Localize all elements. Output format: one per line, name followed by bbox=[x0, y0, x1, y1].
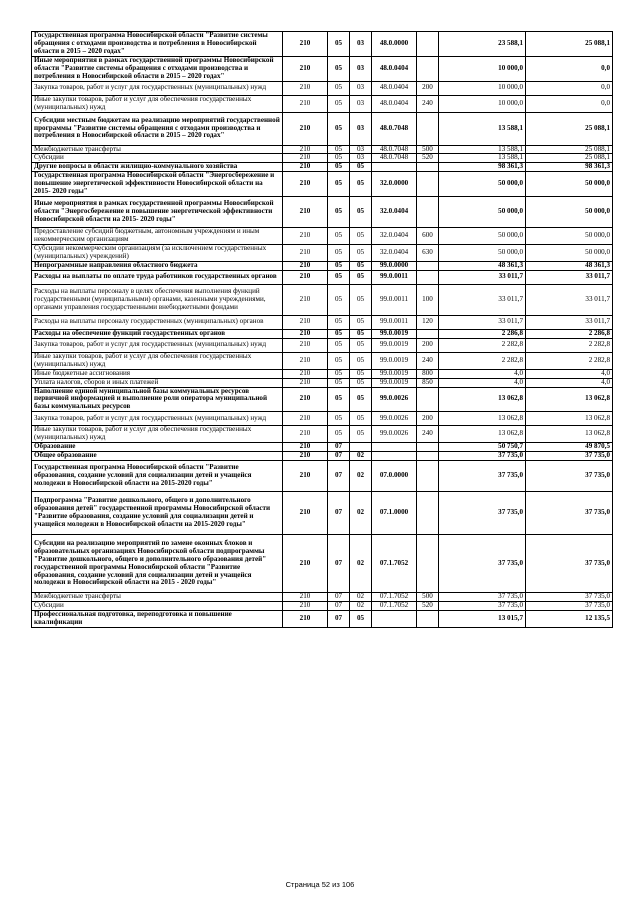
row-grbs: 210 bbox=[283, 163, 328, 172]
row-target-article: 99.0.0026 bbox=[372, 387, 417, 412]
row-target-article: 48.0.0404 bbox=[372, 81, 417, 95]
row-amount-year2: 48 361,3 bbox=[526, 261, 613, 270]
row-name: Иные мероприятия в рамках государственной программы Новосибирской области "Развитие системы обращения с отходами производства и потребления в Новосибирской области в 2015 – 2020 годах" bbox=[32, 56, 283, 81]
row-section: 05 bbox=[328, 56, 350, 81]
row-grbs: 210 bbox=[283, 95, 328, 112]
row-amount-year2: 37 735,0 bbox=[526, 535, 613, 593]
row-subsection: 05 bbox=[350, 172, 372, 197]
row-target-article: 48.0.0404 bbox=[372, 95, 417, 112]
row-subsection: 05 bbox=[350, 329, 372, 338]
row-subsection: 05 bbox=[350, 610, 372, 627]
table-row bbox=[32, 492, 613, 535]
row-grbs: 210 bbox=[283, 261, 328, 270]
row-name: Другие вопросы в области жилищно-коммунального хозяйства bbox=[32, 163, 283, 172]
row-amount-year1: 50 000,0 bbox=[439, 245, 526, 262]
row-target-article: 07.1.0000 bbox=[372, 492, 417, 535]
row-name: Межбюджетные трансферты bbox=[32, 145, 283, 154]
row-grbs: 210 bbox=[283, 492, 328, 535]
row-section: 05 bbox=[328, 426, 350, 443]
row-grbs: 210 bbox=[283, 56, 328, 81]
row-amount-year2: 2 286,8 bbox=[526, 329, 613, 338]
row-expense-type: 240 bbox=[417, 426, 439, 443]
row-amount-year2: 2 282,8 bbox=[526, 338, 613, 352]
row-name: Профессиональная подготовка, переподготовка и повышение квалификации bbox=[32, 610, 283, 627]
row-section: 05 bbox=[328, 315, 350, 329]
row-subsection: 05 bbox=[350, 270, 372, 284]
row-section: 05 bbox=[328, 284, 350, 315]
row-expense-type bbox=[417, 112, 439, 145]
row-expense-type: 120 bbox=[417, 315, 439, 329]
row-subsection: 05 bbox=[350, 228, 372, 245]
row-amount-year1: 37 735,0 bbox=[439, 535, 526, 593]
row-amount-year1: 50 000,0 bbox=[439, 197, 526, 228]
row-expense-type bbox=[417, 461, 439, 492]
row-subsection: 02 bbox=[350, 535, 372, 593]
row-subsection: 03 bbox=[350, 112, 372, 145]
row-amount-year2: 50 000,0 bbox=[526, 245, 613, 262]
row-section: 07 bbox=[328, 492, 350, 535]
row-subsection: 05 bbox=[350, 197, 372, 228]
row-expense-type: 800 bbox=[417, 369, 439, 378]
row-amount-year1: 10 000,0 bbox=[439, 56, 526, 81]
row-target-article bbox=[372, 443, 417, 452]
row-subsection: 02 bbox=[350, 492, 372, 535]
row-name: Иные закупки товаров, работ и услуг для обеспечения государственных (муниципальных) нужд bbox=[32, 352, 283, 369]
row-amount-year1: 50 750,7 bbox=[439, 443, 526, 452]
row-expense-type bbox=[417, 535, 439, 593]
row-target-article bbox=[372, 452, 417, 461]
row-expense-type bbox=[417, 197, 439, 228]
row-name: Расходы на выплаты по оплате труда работников государственных органов bbox=[32, 270, 283, 284]
table-row bbox=[32, 112, 613, 145]
row-expense-type: 200 bbox=[417, 338, 439, 352]
row-section: 07 bbox=[328, 593, 350, 602]
row-section: 05 bbox=[328, 172, 350, 197]
row-section: 05 bbox=[328, 32, 350, 57]
row-name: Уплата налогов, сборов и иных платежей bbox=[32, 378, 283, 387]
table-row bbox=[32, 338, 613, 352]
row-section: 05 bbox=[328, 412, 350, 426]
row-target-article: 32.0.0404 bbox=[372, 228, 417, 245]
table-row bbox=[32, 81, 613, 95]
table-row bbox=[32, 329, 613, 338]
row-subsection: 05 bbox=[350, 261, 372, 270]
table-row bbox=[32, 352, 613, 369]
row-name: Наполнение единой муниципальной базы коммунальных ресурсов первичной информацией и выполнение роли оператора муниципальной базы коммунальных ресурсов bbox=[32, 387, 283, 412]
row-section: 05 bbox=[328, 352, 350, 369]
row-grbs: 210 bbox=[283, 154, 328, 163]
row-name: Расходы на выплаты персоналу государственных (муниципальных) органов bbox=[32, 315, 283, 329]
table-body bbox=[32, 32, 613, 628]
row-amount-year2: 50 000,0 bbox=[526, 172, 613, 197]
row-expense-type: 240 bbox=[417, 352, 439, 369]
row-amount-year1: 13 062,8 bbox=[439, 412, 526, 426]
row-expense-type: 630 bbox=[417, 245, 439, 262]
table-row bbox=[32, 284, 613, 315]
row-amount-year1: 2 286,8 bbox=[439, 329, 526, 338]
row-expense-type bbox=[417, 56, 439, 81]
row-section: 07 bbox=[328, 602, 350, 611]
row-name: Закупка товаров, работ и услуг для государственных (муниципальных) нужд bbox=[32, 81, 283, 95]
row-section: 05 bbox=[328, 329, 350, 338]
row-grbs: 210 bbox=[283, 535, 328, 593]
row-expense-type: 500 bbox=[417, 145, 439, 154]
table-row bbox=[32, 95, 613, 112]
row-amount-year1: 13 588,1 bbox=[439, 154, 526, 163]
row-section: 05 bbox=[328, 378, 350, 387]
table-row bbox=[32, 369, 613, 378]
row-subsection: 03 bbox=[350, 145, 372, 154]
row-name: Субсидии местным бюджетам на реализацию мероприятий государственной программы "Развитие системы обращения с отходами производства и потребления в Новосибирской области в 2015 – 2020 годах" bbox=[32, 112, 283, 145]
row-amount-year2: 13 062,8 bbox=[526, 426, 613, 443]
row-amount-year2: 13 062,8 bbox=[526, 387, 613, 412]
row-amount-year2: 33 011,7 bbox=[526, 284, 613, 315]
row-amount-year1: 37 735,0 bbox=[439, 452, 526, 461]
row-amount-year1: 98 361,3 bbox=[439, 163, 526, 172]
row-section: 05 bbox=[328, 163, 350, 172]
row-subsection: 02 bbox=[350, 461, 372, 492]
row-expense-type: 600 bbox=[417, 228, 439, 245]
row-target-article: 48.0.0000 bbox=[372, 32, 417, 57]
row-expense-type: 850 bbox=[417, 378, 439, 387]
row-section: 07 bbox=[328, 610, 350, 627]
row-subsection: 03 bbox=[350, 32, 372, 57]
row-expense-type: 200 bbox=[417, 412, 439, 426]
row-name: Субсидии некоммерческим организациям (за исключением государственных (муниципальных) учреждений) bbox=[32, 245, 283, 262]
row-amount-year1: 13 062,8 bbox=[439, 387, 526, 412]
row-subsection bbox=[350, 443, 372, 452]
row-subsection: 05 bbox=[350, 426, 372, 443]
row-amount-year2: 37 735,0 bbox=[526, 492, 613, 535]
row-amount-year2: 49 870,5 bbox=[526, 443, 613, 452]
row-expense-type bbox=[417, 610, 439, 627]
row-amount-year2: 37 735,0 bbox=[526, 452, 613, 461]
table-row bbox=[32, 154, 613, 163]
table-row bbox=[32, 32, 613, 57]
table-row bbox=[32, 443, 613, 452]
row-target-article: 07.1.7052 bbox=[372, 535, 417, 593]
row-grbs: 210 bbox=[283, 228, 328, 245]
row-grbs: 210 bbox=[283, 81, 328, 95]
row-grbs: 210 bbox=[283, 593, 328, 602]
row-target-article: 32.0.0000 bbox=[372, 172, 417, 197]
row-amount-year2: 25 088,1 bbox=[526, 32, 613, 57]
row-expense-type: 520 bbox=[417, 154, 439, 163]
row-section: 05 bbox=[328, 145, 350, 154]
table-row bbox=[32, 412, 613, 426]
row-grbs: 210 bbox=[283, 315, 328, 329]
row-grbs: 210 bbox=[283, 461, 328, 492]
table-row bbox=[32, 197, 613, 228]
row-amount-year1: 13 588,1 bbox=[439, 112, 526, 145]
row-target-article bbox=[372, 610, 417, 627]
row-name: Государственная программа Новосибирской области "Развитие образования, создание условий для социализации детей и учащейся молодежи в Новосибирской области на 2015-2020 годы" bbox=[32, 461, 283, 492]
row-amount-year1: 4,0 bbox=[439, 369, 526, 378]
row-grbs: 210 bbox=[283, 610, 328, 627]
row-grbs: 210 bbox=[283, 602, 328, 611]
row-amount-year2: 13 062,8 bbox=[526, 412, 613, 426]
row-grbs: 210 bbox=[283, 352, 328, 369]
row-name: Непрограммные направления областного бюджета bbox=[32, 261, 283, 270]
row-target-article: 07.0.0000 bbox=[372, 461, 417, 492]
row-section: 07 bbox=[328, 461, 350, 492]
row-grbs: 210 bbox=[283, 284, 328, 315]
row-amount-year1: 37 735,0 bbox=[439, 602, 526, 611]
row-grbs: 210 bbox=[283, 270, 328, 284]
row-amount-year1: 13 015,7 bbox=[439, 610, 526, 627]
row-subsection: 03 bbox=[350, 154, 372, 163]
budget-table bbox=[31, 31, 613, 628]
row-amount-year1: 13 062,8 bbox=[439, 426, 526, 443]
row-amount-year2: 37 735,0 bbox=[526, 593, 613, 602]
page-footer: Страница 52 из 106 bbox=[285, 880, 355, 889]
row-amount-year2: 50 000,0 bbox=[526, 197, 613, 228]
row-subsection: 03 bbox=[350, 95, 372, 112]
row-name: Расходы на выплаты персоналу в целях обеспечения выполнения функций государственными (муниципальными) органами, казенными учреждениями, органами управления государственными внебюджетными фондами bbox=[32, 284, 283, 315]
row-amount-year2: 0,0 bbox=[526, 81, 613, 95]
row-subsection: 05 bbox=[350, 412, 372, 426]
row-name: Общее образование bbox=[32, 452, 283, 461]
row-amount-year1: 50 000,0 bbox=[439, 172, 526, 197]
row-section: 05 bbox=[328, 387, 350, 412]
row-expense-type: 520 bbox=[417, 602, 439, 611]
row-target-article: 99.0.0011 bbox=[372, 270, 417, 284]
row-target-article: 99.0.0011 bbox=[372, 284, 417, 315]
row-section: 05 bbox=[328, 338, 350, 352]
row-target-article: 99.0.0019 bbox=[372, 329, 417, 338]
row-subsection: 05 bbox=[350, 352, 372, 369]
row-expense-type bbox=[417, 492, 439, 535]
table-row bbox=[32, 426, 613, 443]
row-target-article: 48.0.0404 bbox=[372, 56, 417, 81]
row-expense-type: 200 bbox=[417, 81, 439, 95]
row-target-article: 99.0.0011 bbox=[372, 315, 417, 329]
row-amount-year2: 4,0 bbox=[526, 369, 613, 378]
row-target-article: 99.0.0019 bbox=[372, 338, 417, 352]
row-target-article: 07.1.7052 bbox=[372, 593, 417, 602]
row-grbs: 210 bbox=[283, 412, 328, 426]
row-amount-year1: 2 282,8 bbox=[439, 352, 526, 369]
table-row bbox=[32, 172, 613, 197]
row-grbs: 210 bbox=[283, 338, 328, 352]
row-amount-year1: 4,0 bbox=[439, 378, 526, 387]
row-subsection: 05 bbox=[350, 378, 372, 387]
row-amount-year1: 33 011,7 bbox=[439, 284, 526, 315]
row-subsection: 05 bbox=[350, 387, 372, 412]
row-grbs: 210 bbox=[283, 197, 328, 228]
table-row bbox=[32, 245, 613, 262]
row-expense-type bbox=[417, 443, 439, 452]
row-name: Иные мероприятия в рамках государственной программы Новосибирской области "Энергосбережение и повышение энергетической эффективности Новосибирской области на 2015- 2020 годы" bbox=[32, 197, 283, 228]
table-row bbox=[32, 270, 613, 284]
row-name: Иные закупки товаров, работ и услуг для обеспечения государственных (муниципальных) нужд bbox=[32, 426, 283, 443]
row-target-article: 99.0.0026 bbox=[372, 426, 417, 443]
row-section: 05 bbox=[328, 245, 350, 262]
row-subsection: 05 bbox=[350, 369, 372, 378]
row-grbs: 210 bbox=[283, 245, 328, 262]
row-amount-year2: 50 000,0 bbox=[526, 228, 613, 245]
table-row bbox=[32, 315, 613, 329]
row-grbs: 210 bbox=[283, 32, 328, 57]
row-name: Расходы на обеспечение функций государственных органов bbox=[32, 329, 283, 338]
row-amount-year2: 37 735,0 bbox=[526, 602, 613, 611]
row-amount-year2: 0,0 bbox=[526, 95, 613, 112]
row-name: Иные бюджетные ассигнования bbox=[32, 369, 283, 378]
row-expense-type bbox=[417, 172, 439, 197]
table-row bbox=[32, 593, 613, 602]
row-amount-year1: 50 000,0 bbox=[439, 228, 526, 245]
table-row bbox=[32, 163, 613, 172]
row-section: 05 bbox=[328, 112, 350, 145]
row-target-article: 99.0.0019 bbox=[372, 352, 417, 369]
row-name: Государственная программа Новосибирской области "Развитие системы обращения с отходами производства и потребления в Новосибирской области в 2015 – 2020 годах" bbox=[32, 32, 283, 57]
table-row bbox=[32, 378, 613, 387]
row-target-article: 48.0.7048 bbox=[372, 112, 417, 145]
row-name: Государственная программа Новосибирской области "Энергосбережение и повышение энергетической эффективности Новосибирской области на 2015- 2020 годы" bbox=[32, 172, 283, 197]
row-name: Межбюджетные трансферты bbox=[32, 593, 283, 602]
table-row bbox=[32, 461, 613, 492]
row-name: Закупка товаров, работ и услуг для государственных (муниципальных) нужд bbox=[32, 338, 283, 352]
row-amount-year1: 37 735,0 bbox=[439, 593, 526, 602]
row-section: 05 bbox=[328, 270, 350, 284]
row-amount-year1: 48 361,3 bbox=[439, 261, 526, 270]
row-section: 05 bbox=[328, 197, 350, 228]
row-name: Предоставление субсидий бюджетным, автономным учреждениям и иным некоммерческим организациям bbox=[32, 228, 283, 245]
table-row bbox=[32, 452, 613, 461]
row-target-article: 99.0.0019 bbox=[372, 369, 417, 378]
row-amount-year1: 10 000,0 bbox=[439, 81, 526, 95]
table-row bbox=[32, 610, 613, 627]
row-target-article: 99.0.0000 bbox=[372, 261, 417, 270]
row-amount-year2: 25 088,1 bbox=[526, 145, 613, 154]
row-expense-type bbox=[417, 32, 439, 57]
row-amount-year2: 0,0 bbox=[526, 56, 613, 81]
row-amount-year2: 37 735,0 bbox=[526, 461, 613, 492]
row-subsection: 03 bbox=[350, 56, 372, 81]
row-amount-year1: 37 735,0 bbox=[439, 461, 526, 492]
row-section: 05 bbox=[328, 154, 350, 163]
row-grbs: 210 bbox=[283, 426, 328, 443]
row-grbs: 210 bbox=[283, 369, 328, 378]
row-amount-year2: 33 011,7 bbox=[526, 270, 613, 284]
row-subsection: 03 bbox=[350, 81, 372, 95]
row-grbs: 210 bbox=[283, 387, 328, 412]
row-amount-year2: 12 135,5 bbox=[526, 610, 613, 627]
table-row bbox=[32, 228, 613, 245]
row-section: 07 bbox=[328, 443, 350, 452]
row-grbs: 210 bbox=[283, 443, 328, 452]
table-row bbox=[32, 387, 613, 412]
row-expense-type bbox=[417, 270, 439, 284]
row-amount-year1: 33 011,7 bbox=[439, 315, 526, 329]
row-name: Субсидии bbox=[32, 602, 283, 611]
table-row bbox=[32, 535, 613, 593]
row-grbs: 210 bbox=[283, 378, 328, 387]
row-grbs: 210 bbox=[283, 112, 328, 145]
table-row bbox=[32, 56, 613, 81]
row-target-article: 48.0.7048 bbox=[372, 145, 417, 154]
row-amount-year1: 10 000,0 bbox=[439, 95, 526, 112]
row-subsection: 05 bbox=[350, 163, 372, 172]
row-subsection: 05 bbox=[350, 245, 372, 262]
row-expense-type bbox=[417, 163, 439, 172]
row-amount-year1: 23 588,1 bbox=[439, 32, 526, 57]
row-section: 05 bbox=[328, 228, 350, 245]
row-target-article: 32.0.0404 bbox=[372, 245, 417, 262]
row-target-article: 99.0.0019 bbox=[372, 378, 417, 387]
row-name: Иные закупки товаров, работ и услуг для обеспечения государственных (муниципальных) нужд bbox=[32, 95, 283, 112]
row-grbs: 210 bbox=[283, 172, 328, 197]
row-section: 07 bbox=[328, 452, 350, 461]
row-amount-year1: 2 282,8 bbox=[439, 338, 526, 352]
row-name: Субсидии bbox=[32, 154, 283, 163]
row-expense-type bbox=[417, 387, 439, 412]
row-amount-year1: 33 011,7 bbox=[439, 270, 526, 284]
row-expense-type: 500 bbox=[417, 593, 439, 602]
row-expense-type bbox=[417, 329, 439, 338]
row-subsection: 02 bbox=[350, 452, 372, 461]
row-amount-year2: 25 088,1 bbox=[526, 112, 613, 145]
row-subsection: 02 bbox=[350, 602, 372, 611]
row-expense-type bbox=[417, 452, 439, 461]
row-expense-type: 100 bbox=[417, 284, 439, 315]
row-target-article: 07.1.7052 bbox=[372, 602, 417, 611]
row-section: 05 bbox=[328, 81, 350, 95]
row-grbs: 210 bbox=[283, 452, 328, 461]
row-amount-year1: 13 588,1 bbox=[439, 145, 526, 154]
row-subsection: 05 bbox=[350, 284, 372, 315]
row-target-article bbox=[372, 163, 417, 172]
row-section: 05 bbox=[328, 95, 350, 112]
row-amount-year2: 2 282,8 bbox=[526, 352, 613, 369]
row-target-article: 99.0.0026 bbox=[372, 412, 417, 426]
row-section: 05 bbox=[328, 369, 350, 378]
row-expense-type: 240 bbox=[417, 95, 439, 112]
row-name: Субсидии на реализацию мероприятий по замене оконных блоков и образовательных организациях Новосибирской области подпрограммы "Развитие дошкольного, общего и дополнительного образования детей" государственной программы Новосибирской области "Развитие образования, создание условий для социализации детей и учащейся молодежи в Новосибирской области на 2015 - 2020 годы" bbox=[32, 535, 283, 593]
row-section: 05 bbox=[328, 261, 350, 270]
row-amount-year2: 33 011,7 bbox=[526, 315, 613, 329]
row-expense-type bbox=[417, 261, 439, 270]
row-subsection: 05 bbox=[350, 315, 372, 329]
row-grbs: 210 bbox=[283, 145, 328, 154]
row-name: Подпрограмма "Развитие дошкольного, общего и дополнительного образования детей" государственной программы Новосибирской области "Развитие образования, создание условий для социализации детей и учащейся молодежи в Новосибирской области на 2015-2020 годы" bbox=[32, 492, 283, 535]
row-name: Образование bbox=[32, 443, 283, 452]
row-subsection: 05 bbox=[350, 338, 372, 352]
row-amount-year1: 37 735,0 bbox=[439, 492, 526, 535]
row-amount-year2: 4,0 bbox=[526, 378, 613, 387]
row-name: Закупка товаров, работ и услуг для государственных (муниципальных) нужд bbox=[32, 412, 283, 426]
table-row bbox=[32, 602, 613, 611]
row-amount-year2: 98 361,3 bbox=[526, 163, 613, 172]
row-section: 07 bbox=[328, 535, 350, 593]
table-row bbox=[32, 261, 613, 270]
row-grbs: 210 bbox=[283, 329, 328, 338]
row-target-article: 48.0.7048 bbox=[372, 154, 417, 163]
table-row bbox=[32, 145, 613, 154]
row-target-article: 32.0.0404 bbox=[372, 197, 417, 228]
row-subsection: 02 bbox=[350, 593, 372, 602]
row-amount-year2: 25 088,1 bbox=[526, 154, 613, 163]
